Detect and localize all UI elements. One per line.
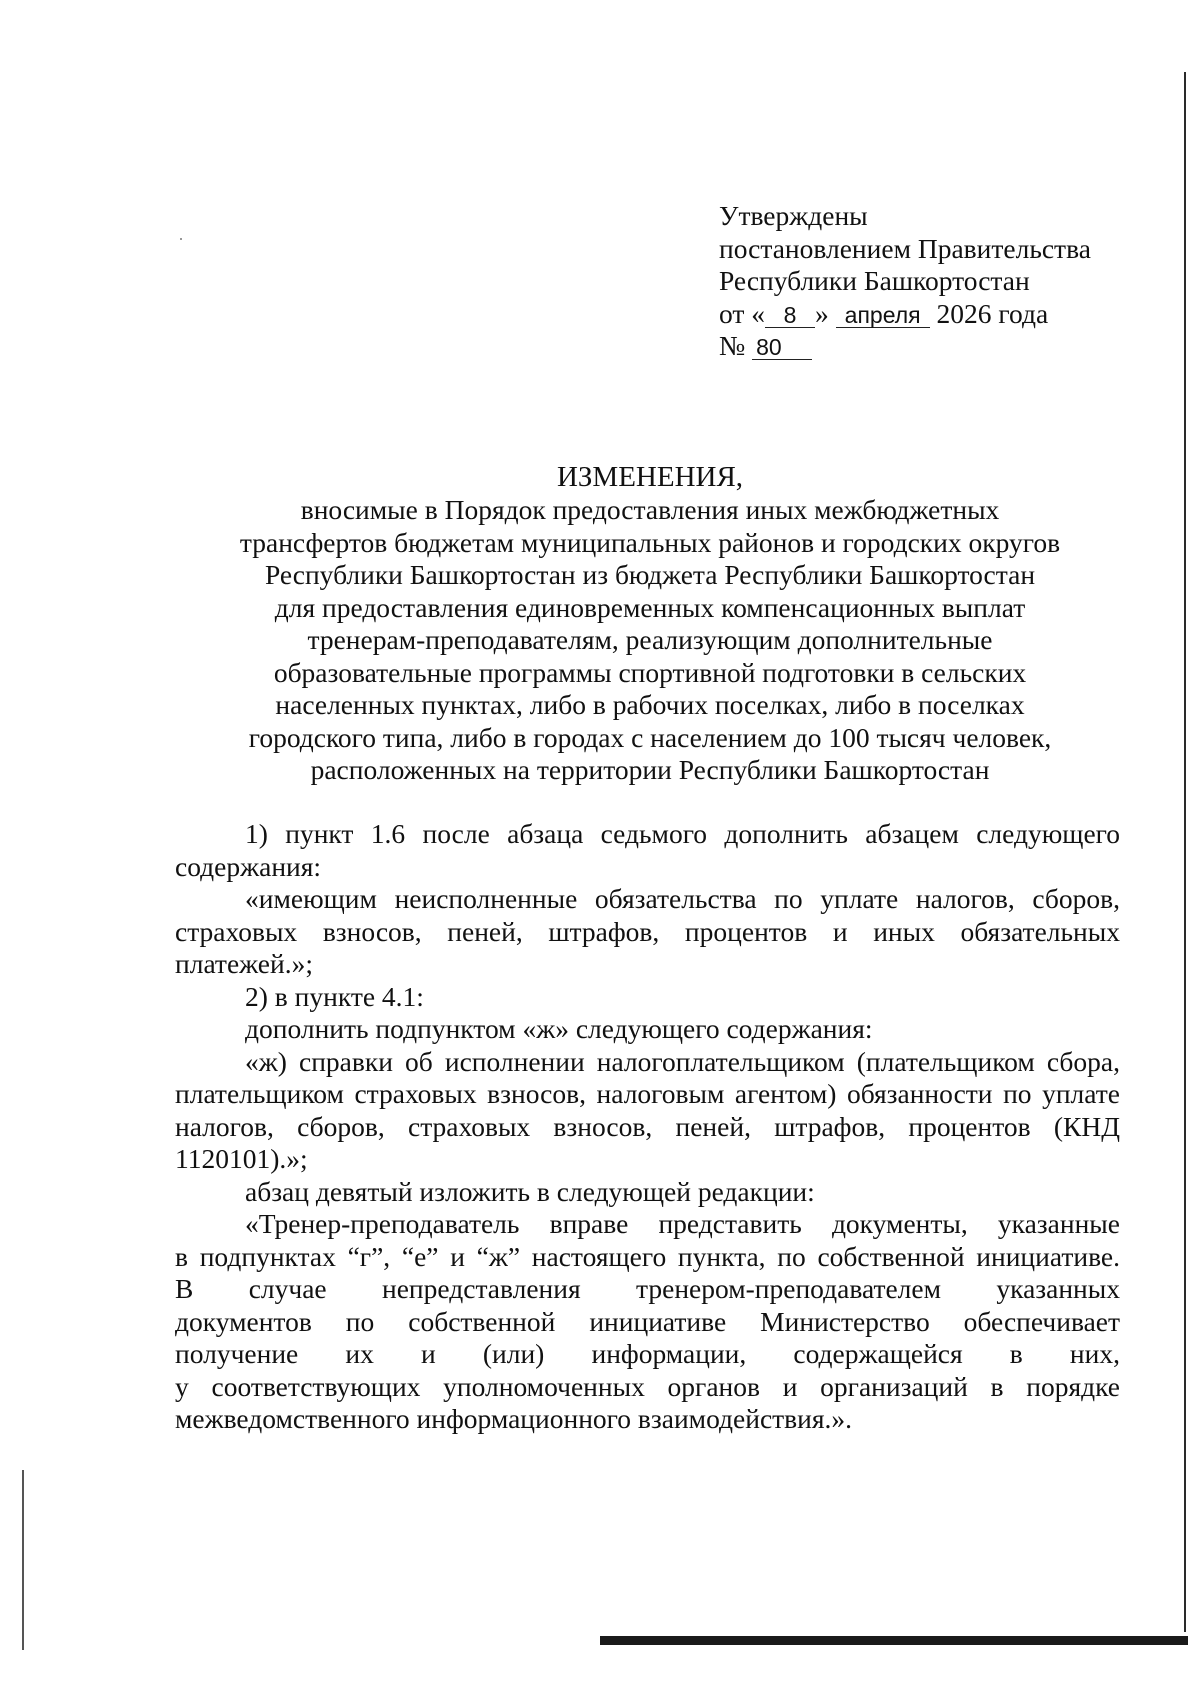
approval-stamp [719, 200, 1159, 363]
subtitle-line: тренерам-преподавателям, реализующим дополнительные [307, 624, 993, 655]
text-line: получение их и (или) информации, содержащейся в них, [175, 1338, 1120, 1369]
date-day: 8 [765, 303, 815, 328]
text-line: у соответствующих уполномоченных органов и организаций в порядке [175, 1370, 1120, 1402]
approval-number [719, 330, 1159, 363]
subtitle-line: образовательные программы спортивной подготовки в сельских [273, 656, 1027, 688]
scan-speck [180, 238, 182, 240]
paragraph-item-1: 1) пункт 1.6 после абзаца седьмого дополнить абзацем следующего содержания: [175, 818, 1120, 882]
paragraph-ninth-abzac: абзац девятый изложить в следующей редакции: [245, 1175, 815, 1207]
approval-line-2: постановлением Правительства [719, 232, 1091, 264]
date-mid: » [815, 297, 829, 329]
approval-line-1: Утверждены [719, 200, 868, 231]
text-line: документов по собственной инициативе Министерство обеспечивает [175, 1305, 1120, 1337]
subtitle-line: вносимые в Порядок предоставления иных межбюджетных [300, 494, 1000, 525]
paragraph-quote-zh: «ж) справки об исполнении налогоплательщиком (плательщиком сбора, плательщиком страховых взносов, налоговым агентом) обязанности по уплате налогов, сборов, страховых взносов, пеней, штрафов, процентов (КНД 1120101).»; [175, 1045, 1120, 1174]
number-prefix: № [719, 330, 746, 361]
date-month: апреля [836, 303, 930, 328]
date-year: 2026 года [936, 297, 1049, 329]
subtitle-line: городского типа, либо в городах с населением до 100 тысяч человек, [248, 721, 1052, 753]
scan-edge-left [22, 1470, 24, 1650]
subtitle-line: Республики Башкортостан из бюджета Республики Башкортостан [264, 559, 1036, 590]
number-value: 80 [752, 335, 812, 360]
subtitle-line: населенных пунктах, либо в рабочих поселках, либо в поселках [275, 689, 1025, 720]
paragraph-add-subitem: дополнить подпунктом «ж» следующего содержания: [245, 1013, 873, 1044]
subtitle-line: трансфертов бюджетам муниципальных районов и городских округов [239, 526, 1061, 558]
scan-edge-right [1184, 72, 1186, 1632]
paragraph-quote-trainer [175, 1208, 1120, 1436]
document-title: ИЗМЕНЕНИЯ, [556, 461, 744, 493]
approval-date [719, 298, 1159, 331]
scan-edge-bottom [600, 1636, 1188, 1645]
text-line: «Тренер-преподаватель вправе представить документы, указанные [245, 1208, 1120, 1239]
document-body [175, 818, 1120, 1436]
subtitle-line: для предоставления единовременных компенсационных выплат [274, 591, 1026, 623]
document-heading [170, 460, 1130, 787]
subtitle-line: расположенных на территории Республики Башкортостан [310, 754, 990, 785]
text-line: В случае непредставления тренером-преподавателем указанных [175, 1273, 1120, 1304]
text-line: в подпунктах “г”, “е” и “ж” настоящего пункта, по собственной инициативе. [175, 1240, 1120, 1272]
approval-line-3: Республики Башкортостан [719, 265, 1030, 296]
paragraph-quote-1: «имеющим неисполненные обязательства по уплате налогов, сборов, страховых взносов, пеней, штрафов, процентов и иных обязательных платежей.»; [175, 883, 1120, 979]
date-prefix: от « [719, 297, 766, 329]
text-line: межведомственного информационного взаимодействия.». [175, 1403, 853, 1434]
paragraph-item-2: 2) в пункте 4.1: [245, 980, 424, 1012]
